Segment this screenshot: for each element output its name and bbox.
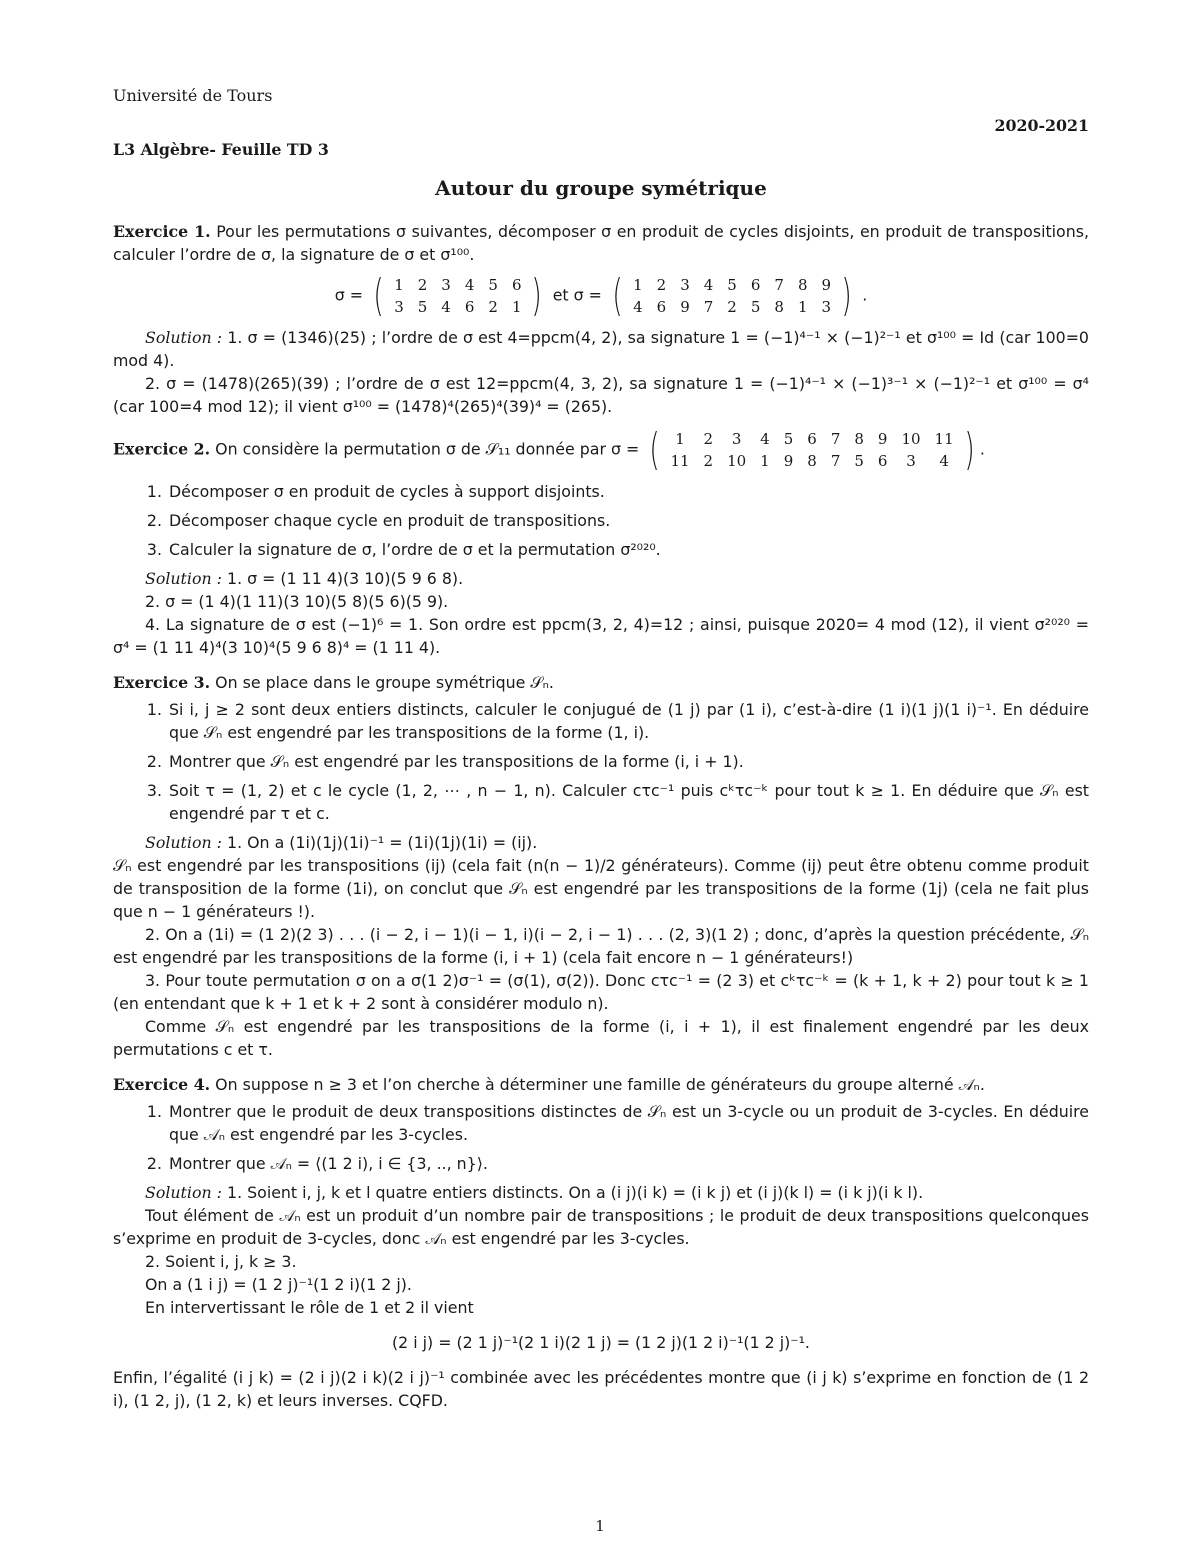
matrix-cell: 4 (703, 276, 714, 294)
matrix-cell: 7 (830, 430, 841, 448)
matrix-cell: 2 (703, 430, 714, 448)
question-text: Montrer que 𝒮ₙ est engendré par les transpositions de la forme (i, i + 1). (169, 752, 744, 771)
question-text: Montrer que 𝒜ₙ = ⟨(1 2 i), i ∈ {3, .., n}⟩. (169, 1154, 488, 1173)
course-label: L3 Algèbre- Feuille TD 3 (113, 140, 329, 159)
matrix-cell: 5 (417, 298, 428, 316)
exercise-4-questions (113, 1100, 1089, 1175)
academic-year: 2020-2021 (994, 116, 1089, 135)
left-paren: ( (649, 424, 661, 475)
exercise-4-solution-2: 2. Soient i, j, k ≥ 3. (145, 1252, 297, 1271)
exercise-2 (113, 424, 1089, 659)
matrix-cell: 1 (760, 452, 770, 470)
exercise-1 (113, 220, 1089, 418)
left-paren: ( (612, 270, 623, 321)
exercise-1-statement (113, 220, 1089, 266)
exercise-3-text: On se place dans le groupe symétrique 𝒮ₙ. (215, 673, 554, 692)
question-text: Montrer que le produit de deux transpositions distinctes de 𝒮ₙ est un 3-cycle ou un produit de 3-cycles. En déduire que 𝒜ₙ est engendré par les 3-cycles. (169, 1102, 1089, 1144)
permutation-matrix-2 (609, 270, 855, 321)
exercise-1-solution-1 (113, 326, 1089, 372)
matrix-cell: 11 (934, 430, 954, 448)
matrix-cell: 7 (774, 276, 784, 294)
matrix-cell: 10 (727, 452, 747, 470)
end-dot: . (979, 439, 985, 459)
matrix-cell: 4 (464, 276, 475, 294)
exercise-1-matrices (113, 270, 1089, 321)
question-text: Décomposer chaque cycle en produit de transpositions. (169, 511, 611, 530)
solution-label: Solution : (145, 833, 222, 852)
question-text: Décomposer σ en produit de cycles à support disjoints. (169, 482, 605, 501)
right-paren: ) (531, 270, 543, 321)
university-name: Université de Tours (113, 86, 273, 105)
exercise-3-heading: Exercice 3. (113, 673, 211, 692)
matrix-cell: 8 (854, 430, 864, 448)
question-number: 3. (146, 781, 162, 800)
solution-text: 1. Soient i, j, k et l quatre entiers distincts. On a (i j)(i k) = (i k j) et (i j)(k l) = (i k j)(i k l). (227, 1183, 924, 1202)
matrix-cell: 4 (760, 430, 770, 448)
question-number: 1. (146, 482, 162, 501)
right-paren: ) (964, 424, 975, 475)
matrix-cell: 6 (464, 298, 475, 316)
matrix-cell: 1 (675, 430, 685, 448)
question-item (113, 698, 1089, 744)
matrix-cell: 4 (633, 298, 643, 316)
exercise-4-solution-1 (113, 1181, 1089, 1204)
matrix-cell: 8 (807, 452, 817, 470)
solution-text: 1. σ = (1346)(25) ; l’ordre de σ est 4=ppcm(4, 2), sa signature 1 = (−1)⁴⁻¹ × (−1)²⁻¹ et σ¹⁰⁰ = Id (car 100=0 mod 4). (113, 328, 1089, 370)
exercise-3-solution-3: 3. Pour toute permutation σ on a σ(1 2)σ⁻¹ = (σ(1), σ(2)). Donc cτc⁻¹ = (2 3) et cᵏτc⁻ᵏ = (k + 1, k + 2) pour tout k ≥ 1 (en entendant que k + 1 et k + 2 sont à considérer modulo n). (113, 971, 1089, 1013)
matrix-cell: 5 (488, 276, 498, 294)
left-paren: ( (373, 270, 384, 321)
matrix-cell: 6 (877, 452, 888, 470)
matrix-cell: 1 (511, 298, 522, 316)
document-page (113, 84, 1089, 1412)
question-item (113, 779, 1089, 825)
solution-label: Solution : (145, 1183, 222, 1202)
exercise-2-heading: Exercice 2. (113, 439, 211, 459)
question-item (113, 1152, 1089, 1175)
matrix-cell: 3 (394, 298, 404, 316)
exercise-3-solution-2: 2. On a (1i) = (1 2)(2 3) . . . (i − 2, i − 1)(i − 1, i)(i − 2, i − 1) . . . (2, 3)(1 2) ; donc, d’après la question précédente, 𝒮ₙ est engendré par les transpositions de la forme (i, i + 1) (cela fait encore n − 1 générateurs!) (113, 925, 1089, 967)
matrix-cell: 4 (939, 452, 949, 470)
matrix-cell: 2 (703, 452, 714, 470)
matrix-cell: 1 (797, 298, 808, 316)
matrix-cell: 6 (511, 276, 522, 294)
solution-text: 1. σ = (1 11 4)(3 10)(5 9 6 8). (227, 569, 464, 588)
exercise-2-questions (113, 480, 1089, 561)
matrix-cell: 5 (854, 452, 864, 470)
page-number: 1 (595, 1517, 605, 1535)
matrix-cell: 3 (680, 276, 690, 294)
matrix-cell: 8 (774, 298, 784, 316)
matrix-cell: 4 (441, 298, 451, 316)
question-number: 2. (146, 752, 162, 771)
matrix-cell: 7 (703, 298, 714, 316)
question-number: 1. (146, 1102, 162, 1121)
question-item (113, 1100, 1089, 1146)
exercise-4-solution-3: On a (1 i j) = (1 2 j)⁻¹(1 2 i)(1 2 j). (145, 1275, 412, 1294)
matrix-cell: 5 (727, 276, 737, 294)
question-item (113, 509, 1089, 532)
exercise-3-questions (113, 698, 1089, 825)
question-text: Si i, j ≥ 2 sont deux entiers distincts, calculer le conjugué de (1 j) par (1 i), c’est-à-dire (1 i)(1 j)(1 i)⁻¹. En déduire que 𝒮ₙ est engendré par les transpositions de la forme (1, i). (169, 700, 1089, 742)
exercise-4-solution-1b: Tout élément de 𝒜ₙ est un produit d’un nombre pair de transpositions ; le produit de deux transpositions quelconques s’exprime en produit de 3-cycles, donc 𝒜ₙ est engendré par les 3-cycles. (113, 1206, 1089, 1248)
exercise-4-solution-5: Enfin, l’égalité (i j k) = (2 i j)(2 i k)(2 i j)⁻¹ combinée avec les précédentes montre que (i j k) s’exprime en fonction de (1 2 i), (1 2, j), (1 2, k) et leurs inverses. CQFD. (113, 1368, 1089, 1410)
et-sigma-label: et σ = (552, 285, 602, 305)
matrix-cell: 5 (783, 430, 794, 448)
header-row (113, 114, 1089, 161)
solution-label: Solution : (145, 328, 223, 347)
exercise-1-heading: Exercice 1. (113, 222, 211, 241)
matrix-cell: 5 (750, 298, 761, 316)
question-number: 1. (146, 700, 162, 719)
solution-text: 1. On a (1i)(1j)(1i)⁻¹ = (1i)(1j)(1i) = (ij). (227, 833, 538, 852)
matrix-cell: 3 (731, 430, 742, 448)
exercise-3-solution-4: Comme 𝒮ₙ est engendré par les transpositions de la forme (i, i + 1), il est finalement engendré par les deux permutations c et τ. (113, 1017, 1089, 1059)
exercise-4-text: On suppose n ≥ 3 et l’on cherche à déterminer une famille de générateurs du groupe alterné 𝒜ₙ. (215, 1075, 985, 1094)
matrix-cell: 6 (807, 430, 817, 448)
matrix-cell: 2 (417, 276, 428, 294)
exercise-4-solution-4: En intervertissant le rôle de 1 et 2 il vient (145, 1298, 474, 1317)
exercise-2-solution-2: 2. σ = (1 4)(1 11)(3 10)(5 8)(5 6)(5 9). (145, 592, 449, 611)
exercise-4-heading: Exercice 4. (113, 1075, 211, 1094)
matrix-cell: 2 (727, 298, 737, 316)
question-number: 3. (146, 540, 162, 559)
matrix-cell: 8 (797, 276, 808, 294)
matrix-cell: 7 (830, 452, 841, 470)
end-dot: . (862, 285, 868, 305)
matrix-cell: 9 (877, 430, 888, 448)
matrix-cell: 1 (394, 276, 404, 294)
exercise-2-text: On considère la permutation σ de 𝒮₁₁ donnée par σ = (215, 439, 640, 459)
matrix-cell: 2 (656, 276, 667, 294)
matrix-cell: 9 (821, 276, 832, 294)
exercise-3-solution-1b: 𝒮ₙ est engendré par les transpositions (ij) (cela fait (n(n − 1)/2 générateurs). Comme (ij) peut être obtenu comme produit de transposition de la forme (1i), on conclut que 𝒮ₙ est engendré par les transpositions de la forme (1j) (cela ne fait plus que n − 1 générateurs !). (113, 856, 1089, 921)
exercise-2-solution-1 (113, 567, 1089, 590)
question-item (113, 750, 1089, 773)
question-item (113, 480, 1089, 503)
matrix-cell: 3 (906, 452, 916, 470)
exercise-4 (113, 1073, 1089, 1412)
question-item (113, 538, 1089, 561)
matrix-cell: 11 (670, 452, 690, 470)
sigma-label: σ = (334, 285, 363, 305)
question-text: Calculer la signature de σ, l’ordre de σ et la permutation σ²⁰²⁰. (169, 540, 661, 559)
question-number: 2. (146, 1154, 162, 1173)
exercise-3-solution-1 (113, 831, 1089, 854)
exercise-2-solution-3: 4. La signature de σ est (−1)⁶ = 1. Son ordre est ppcm(3, 2, 4)=12 ; ainsi, puisque 2020= 4 mod (12), il vient σ²⁰²⁰ = σ⁴ = (1 11 4)⁴(3 10)⁴(5 9 6 8)⁴ = (1 11 4). (113, 615, 1089, 657)
exercise-3-statement (113, 671, 1089, 694)
right-paren: ) (841, 270, 852, 321)
question-number: 2. (146, 511, 162, 530)
exercise-2-statement (113, 424, 1089, 475)
exercise-1-text: Pour les permutations σ suivantes, décomposer σ en produit de cycles disjoints, en produit de transpositions, calculer l’ordre de σ, la signature de σ et σ¹⁰⁰. (113, 222, 1089, 264)
matrix-cell: 2 (488, 298, 498, 316)
matrix-cell: 1 (633, 276, 643, 294)
exercise-4-statement (113, 1073, 1089, 1096)
solution-label: Solution : (145, 569, 222, 588)
matrix-cell: 9 (783, 452, 794, 470)
matrix-cell: 10 (901, 430, 921, 448)
exercise-4-display-equation: (2 i j) = (2 1 j)⁻¹(2 1 i)(2 1 j) = (1 2 j)(1 2 i)⁻¹(1 2 j)⁻¹. (392, 1333, 810, 1352)
document-title: Autour du groupe symétrique (435, 176, 767, 200)
matrix-cell: 9 (680, 298, 690, 316)
exercise-1-solution-2: 2. σ = (1478)(265)(39) ; l’ordre de σ est 12=ppcm(4, 3, 2), sa signature 1 = (−1)⁴⁻¹ × (−1)³⁻¹ × (−1)²⁻¹ et σ¹⁰⁰ = σ⁴ (car 100=4 mod 12); il vient σ¹⁰⁰ = (1478)⁴(265)⁴(39)⁴ = (265). (113, 374, 1089, 416)
matrix-cell: 3 (441, 276, 451, 294)
matrix-cell: 6 (750, 276, 761, 294)
permutation-matrix-1 (370, 270, 546, 321)
matrix-cell: 6 (656, 298, 667, 316)
permutation-matrix-3 (646, 424, 978, 475)
matrix-cell: 3 (821, 298, 832, 316)
question-text: Soit τ = (1, 2) et c le cycle (1, 2, ⋯ , n − 1, n). Calculer cτc⁻¹ puis cᵏτc⁻ᵏ pour tout k ≥ 1. En déduire que 𝒮ₙ est engendré par τ et c. (169, 781, 1089, 823)
exercise-3 (113, 671, 1089, 1061)
